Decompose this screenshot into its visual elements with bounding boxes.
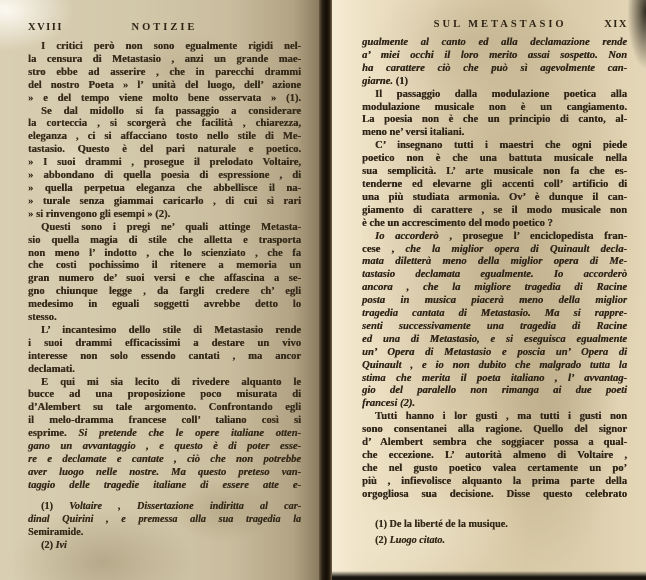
italic-text: che la miglior opera di Quinault decla- [405, 243, 627, 255]
text-segment: stesso. [28, 312, 57, 324]
text-line [28, 235, 301, 248]
text-line [28, 67, 301, 80]
right-page-number: XIX [604, 19, 628, 30]
text-segment: I critici però non sono egualmente rigidi nel- [41, 41, 301, 52]
text-line [362, 244, 627, 257]
text-segment: meno ne’ versi italiani. [362, 127, 465, 139]
text-segment: Semiramide. [28, 527, 84, 538]
text-segment: non meno l’ indotto , che lo scienziato , che fa [28, 247, 301, 259]
text-segment: , prosegue l’ enciclopedista fran- [438, 230, 627, 242]
text-line [362, 205, 627, 218]
text-line [362, 424, 627, 437]
text-segment: Il passaggio dalla modulazione poetica alla [375, 88, 627, 100]
text-segment: orgogliosa sua decisione. Disse questo celebrato [362, 488, 627, 500]
text-line [362, 308, 627, 321]
italic-text: mata diletterà meno della miglior opera di Me- [362, 256, 627, 268]
text-line [362, 360, 627, 373]
text-line [362, 411, 627, 424]
italic-text: Ivi [55, 540, 67, 551]
text-line [362, 489, 627, 502]
text-segment: (1) [395, 75, 408, 87]
text-line [28, 80, 301, 93]
text-line [28, 480, 301, 493]
text-line [28, 389, 301, 402]
text-line [28, 539, 301, 552]
italic-text: a’ miei occhi il loro merito assai sospetto. Non [362, 49, 627, 61]
text-line [362, 76, 627, 89]
text-segment: » I suoi drammi , prosegue il prelodato Voltaire, [28, 157, 301, 169]
right-page-body [362, 37, 627, 502]
left-page-header [28, 22, 300, 33]
italic-text: Si pretende che le opere italiane otten- [78, 428, 301, 440]
text-line [362, 89, 627, 102]
text-segment: d’Alembert su tale argomento. Confrontando egli [28, 402, 301, 414]
text-line [28, 526, 301, 539]
text-segment: gran numero de’ suoi versi e che affascina a se- [28, 273, 301, 285]
text-line [28, 260, 301, 273]
text-segment: eleganza , ci si affacciano tosto nello stile di Me- [28, 131, 301, 143]
text-line [28, 286, 301, 299]
text-segment: » turale senza giammai caricarlo , di cui sì rari [28, 195, 301, 207]
text-line [362, 63, 627, 76]
text-segment: la censura di Metastasio , anzi un grande mae- [28, 53, 301, 65]
italic-text: gano un avvantaggio , e questo è di poter esse- [28, 441, 301, 453]
text-line [362, 437, 627, 450]
text-line [362, 517, 628, 533]
book-gutter [319, 0, 332, 580]
text-line [28, 415, 301, 428]
text-segment: una più studiata armonia. Ov’ è dunque il can- [362, 191, 627, 203]
text-segment: giamento di carattere , se il modo musicale non [362, 204, 627, 216]
text-segment: » si rinvengono gli esempi » (2). [28, 208, 171, 220]
text-line [362, 153, 627, 166]
text-line [362, 140, 627, 153]
text-line [28, 118, 301, 131]
text-line [362, 450, 627, 463]
italic-text: stima che merita il poeta italiano , l’ avvantag- [362, 372, 627, 384]
text-segment: poetico non è che una battuta musicale nella [362, 153, 627, 165]
text-line [28, 299, 301, 312]
text-line [362, 398, 627, 411]
text-line [362, 218, 627, 231]
text-segment: tastasio. Questo è del pari naturale e poetico. [28, 144, 301, 156]
text-line [28, 428, 301, 441]
italic-text: Voltaire , Dissertazione indiritta al car- [69, 501, 301, 512]
left-running-title: NOTIZIE [131, 22, 198, 33]
text-segment: » abbondano di quella poesia di espressione , di [28, 170, 301, 182]
text-line [362, 269, 627, 282]
text-line [28, 248, 301, 261]
italic-text: senti successivamente una tragedia di Racine [362, 320, 627, 332]
text-line [28, 377, 301, 390]
italic-text: taggio delle tragedie italiane di essere atte e- [28, 479, 301, 491]
right-page-footnotes [362, 517, 628, 548]
text-segment: è che un accrescimento del modo poetico ? [362, 217, 553, 229]
text-line [28, 131, 301, 144]
text-line [28, 54, 301, 67]
text-line [28, 209, 301, 222]
text-segment: C’ insegnano tutti i maestri che ogni piede [375, 140, 627, 152]
text-line [362, 463, 627, 476]
text-line [362, 127, 627, 140]
italic-text: re e declamate e cantate , ciò che non potrebbe [28, 454, 301, 465]
italic-text: Quinault , e io non dubito che malgrado tutta la [362, 359, 627, 371]
text-segment: Tutti hanno i lor gusti , ma tutti i gusti non [375, 411, 627, 423]
text-segment: la corteccia , si scorgerà che facilità , chiarezza, [28, 118, 301, 130]
italic-text: Io accorderò [375, 230, 439, 242]
text-segment: cese , [362, 243, 406, 255]
text-line [362, 321, 627, 334]
right-page [332, 0, 646, 580]
text-line [28, 170, 301, 183]
text-line [28, 338, 301, 351]
text-segment: (2) [375, 534, 390, 546]
text-segment: declamati. [28, 363, 75, 375]
left-page [0, 0, 319, 580]
text-line [362, 347, 627, 360]
text-segment: sono consentanei alla ragione. Quello del signor [362, 424, 627, 436]
text-line [28, 454, 301, 467]
text-segment: E qui mi sia lecito di rivedere alquanto le [41, 376, 301, 388]
text-line [362, 385, 627, 398]
text-segment: tenderne ed elevarne gli accenti coll’ artificio di [362, 178, 627, 190]
text-line [362, 179, 627, 192]
text-segment: (1) [41, 501, 70, 512]
italic-text: tragedia cantata di Metastasio. Ma si rappre- [362, 308, 627, 320]
text-line [28, 183, 301, 196]
text-line [362, 256, 627, 269]
text-line [28, 312, 301, 325]
text-line [28, 222, 301, 235]
text-segment: sua semplicità. L’ arte musicale non fa che es- [362, 166, 627, 178]
text-line [362, 114, 627, 127]
text-line [362, 192, 627, 205]
italic-text: francesi (2). [362, 398, 415, 410]
text-line [28, 364, 301, 377]
text-segment: il melo-dramma francese coll’ taliano così si [28, 415, 301, 427]
italic-text: giarne. [362, 75, 396, 87]
italic-text: ha carattere ciò che può sì agevolmente can- [362, 62, 627, 74]
text-line [28, 325, 301, 338]
left-page-number: XVIII [28, 22, 63, 33]
text-segment: La poesia non è che un principio di canto, al- [362, 114, 627, 126]
text-segment: sio quella magia di stile che alletta e trasporta [28, 234, 301, 246]
text-line [362, 166, 627, 179]
text-segment: (2) [41, 540, 56, 551]
left-page-body [28, 41, 301, 493]
text-segment: Se dal midollo si fa passaggio a considerare [41, 105, 301, 117]
text-line [28, 351, 301, 364]
left-page-footnotes [28, 500, 301, 552]
text-line [362, 50, 627, 63]
italic-text: gio del paralello non rimanga ai due poeti [362, 385, 627, 397]
italic-text: ed una di Metastasio, e si eseguisca egualmente [362, 333, 627, 345]
text-line [362, 37, 627, 50]
text-line [362, 334, 627, 347]
italic-text: Luogo citato. [389, 534, 445, 546]
text-line [28, 93, 301, 106]
italic-text: un’ Opera di Metastasio e poscia un’ Opera di [362, 346, 627, 358]
text-line [28, 196, 301, 209]
italic-text: aver luogo nelle nostre. Ma questo preteso van- [28, 466, 301, 478]
text-segment: esprime. [28, 428, 79, 440]
right-page-header [362, 19, 628, 30]
text-line [28, 41, 301, 54]
text-segment: (1) De la liberté de la musique. [375, 519, 508, 530]
text-segment: modulazione musicale non è un cangiamento. [362, 101, 627, 113]
text-line [28, 441, 301, 454]
text-segment: i suoi drammi efficacissimi a destare un vivo [28, 337, 301, 349]
right-running-title: SUL METASTASIO [433, 19, 567, 30]
text-segment: interesse non solo essendo cantati , ma ancor [28, 350, 301, 362]
text-line [362, 373, 627, 386]
text-line [28, 402, 301, 415]
text-line [28, 157, 301, 170]
text-line [28, 513, 301, 526]
italic-text: ancora , che la migliore tragedia di Racine [362, 282, 627, 294]
italic-text: posta in musica piacerà meno della miglior [362, 295, 627, 307]
text-line [362, 102, 627, 115]
text-segment: che nel gusto poetico valea certamente un po’ [362, 462, 627, 474]
text-line [362, 282, 627, 295]
text-segment: Questi sono i pregi ne’ quali attinge Metasta- [41, 221, 301, 233]
italic-text: dinal Quirini , e premessa alla sua tragedia la [28, 514, 301, 525]
text-line [362, 295, 627, 308]
text-segment: del nostro Poeta » l’ unità del luogo, dell’ azione [28, 79, 301, 91]
text-segment: stro ebbe ad asserire , che in parecchi drammi [28, 66, 301, 78]
italic-text: tastasio declamata egualmente. Io accorderò [362, 269, 627, 281]
text-line [28, 144, 301, 157]
text-line [28, 106, 301, 119]
text-segment: bucce ad una proposizione poco misurata di [28, 389, 301, 401]
text-segment: gno chiunque legge , da fargli credere ch’ egli [28, 286, 301, 298]
text-segment: che eccezione. L’ autorità almeno di Voltaire , [362, 450, 627, 461]
text-segment: più , infievolisce alquanto la prima parte della [362, 475, 627, 487]
text-segment: » quella perpetua eleganza che abbellisce il na- [28, 182, 301, 194]
text-line [28, 500, 301, 513]
italic-text: gualmente al canto ed alla declamazione rende [362, 37, 627, 48]
text-segment: » e del tempo viene molto bene osservata » (1). [28, 92, 301, 104]
text-segment: L’ incantesimo dello stile di Metastasio rende [41, 324, 301, 336]
text-line [362, 533, 628, 549]
text-line [28, 273, 301, 286]
text-segment: che costi pochissimo il ritenere a memoria un [28, 260, 301, 272]
text-line [362, 231, 627, 244]
text-segment: d’ Alembert sembra che soggiacer possa a qual- [362, 437, 627, 449]
text-segment: medesimo in eguali soggetti avrebbe detto lo [28, 299, 301, 311]
text-line [362, 476, 627, 489]
text-line [28, 467, 301, 480]
